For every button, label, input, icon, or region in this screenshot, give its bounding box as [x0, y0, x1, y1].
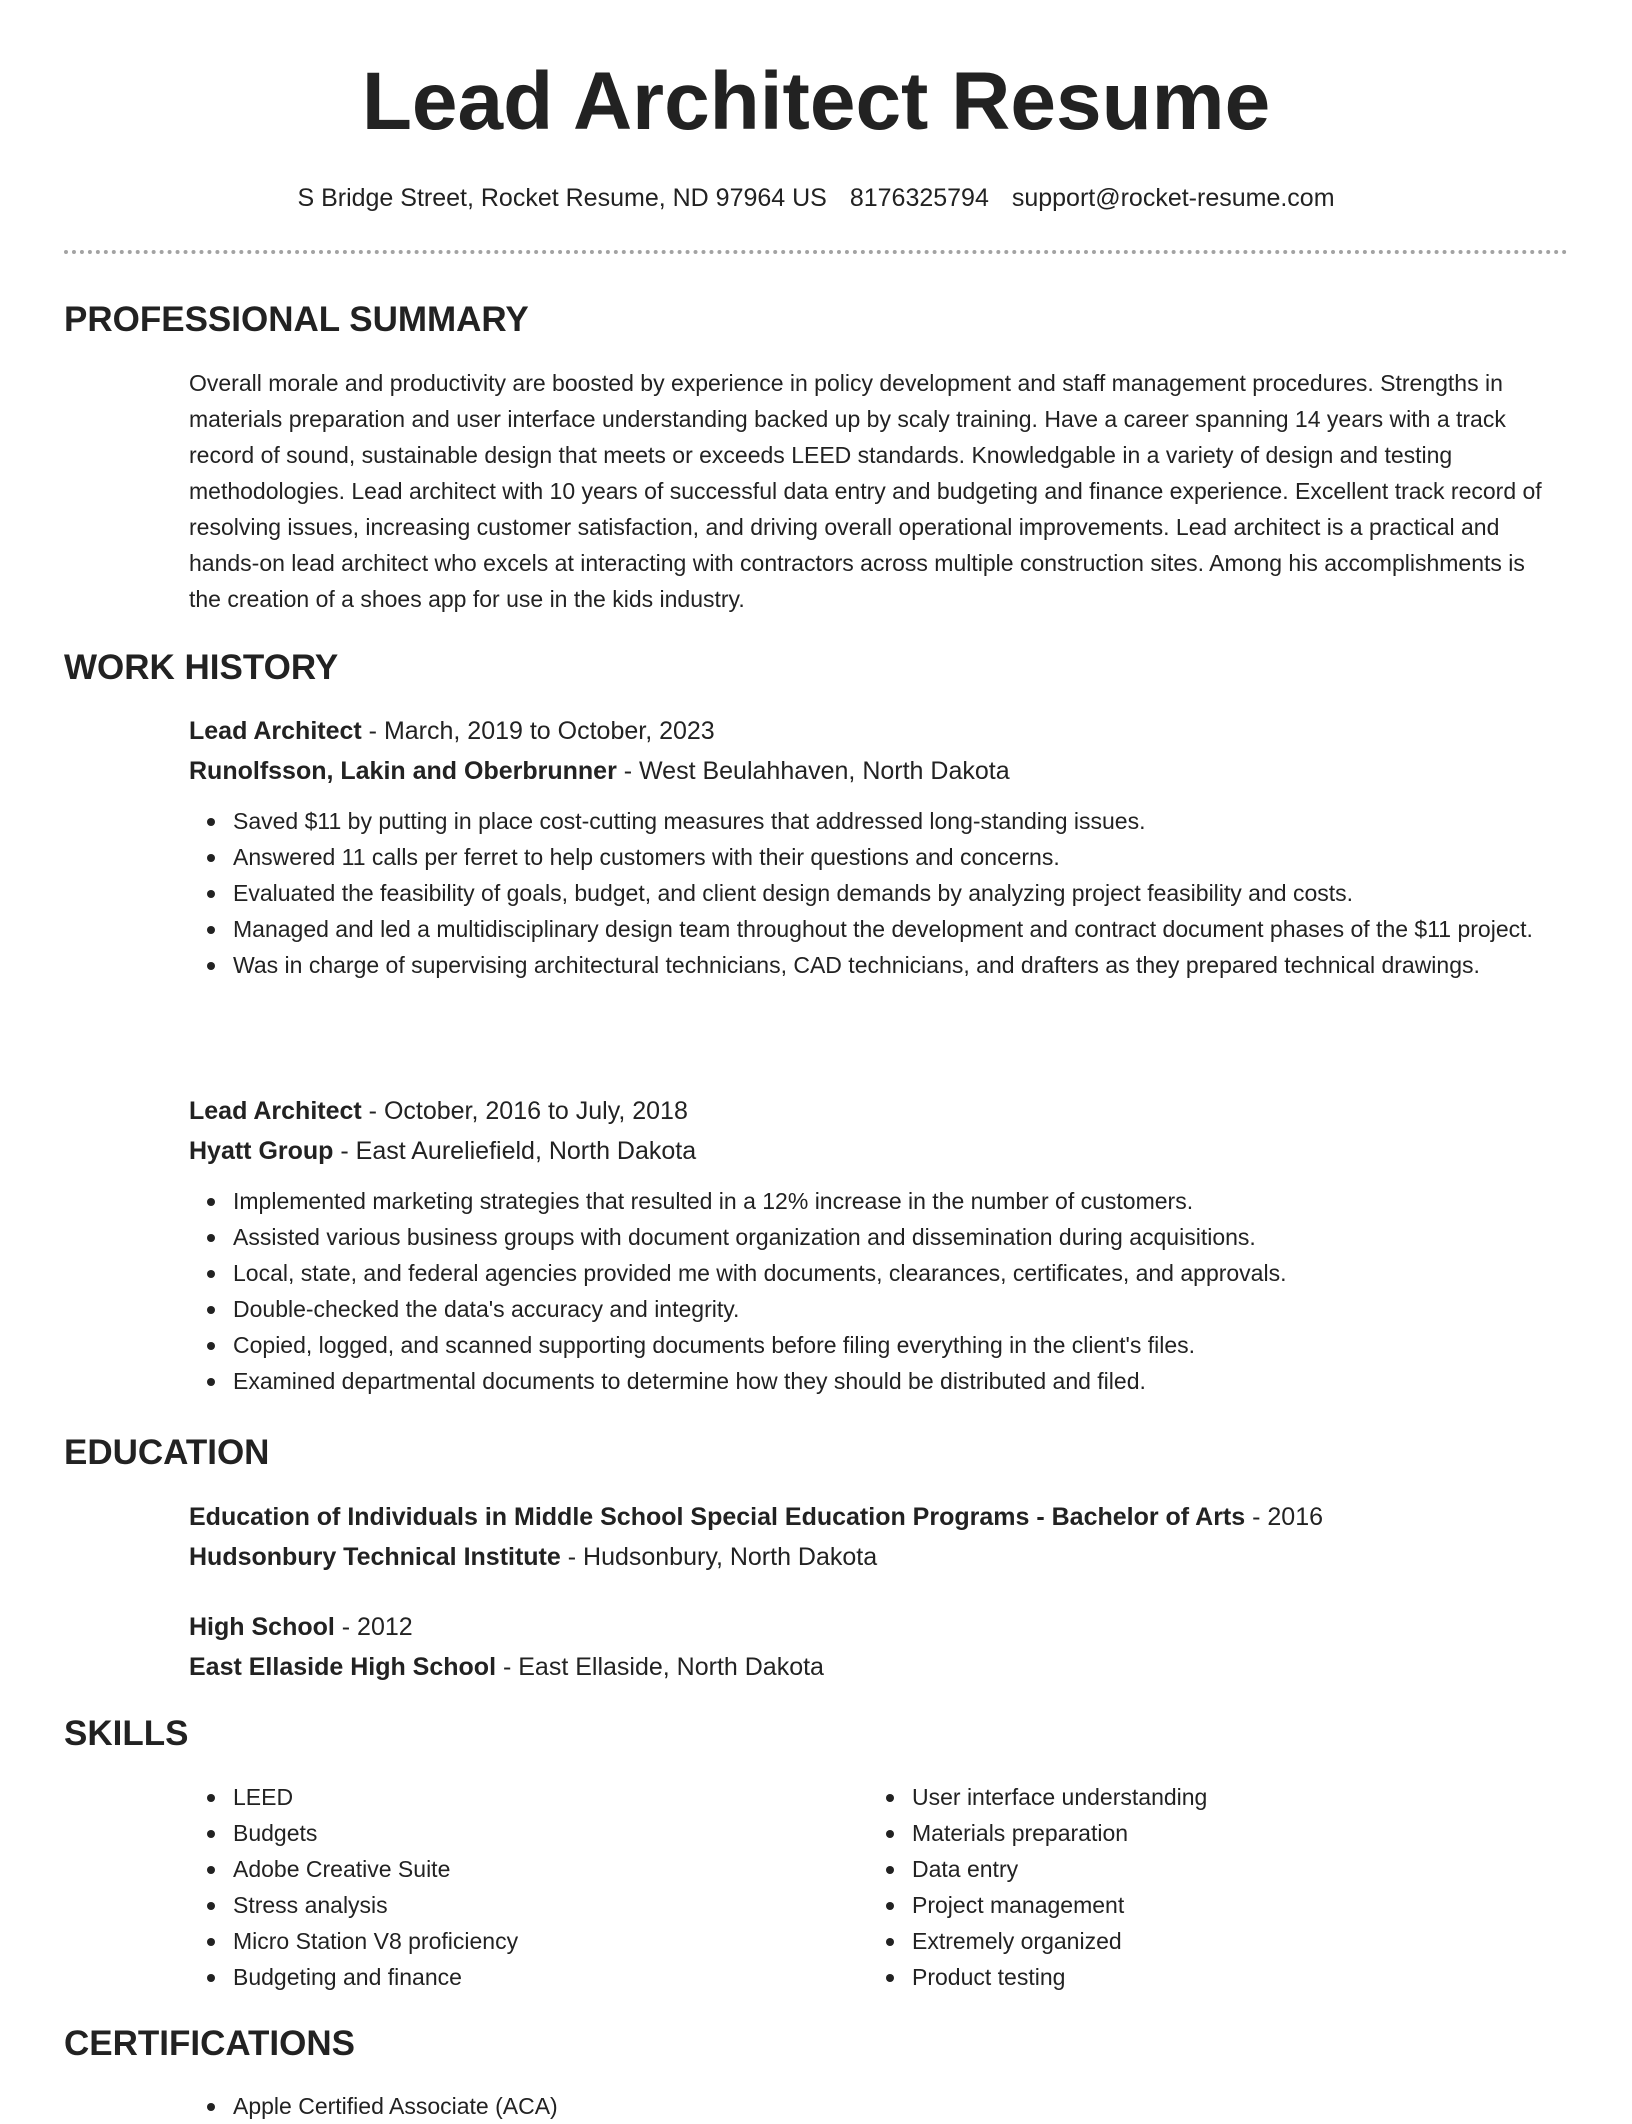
skill-item: Data entry	[912, 1851, 1488, 1887]
skill-item: Adobe Creative Suite	[233, 1851, 809, 1887]
job-bullet: Double-checked the data's accuracy and integrity.	[233, 1291, 1569, 1327]
job-title: Lead Architect	[189, 717, 362, 745]
job-bullet: Answered 11 calls per ferret to help customers with their questions and concerns.	[233, 839, 1569, 875]
skills-heading: SKILLS	[64, 1714, 189, 1753]
skill-item: LEED	[233, 1779, 809, 1815]
certifications-list	[189, 2088, 1569, 2124]
skills-column-left	[189, 1779, 809, 1995]
header-divider	[64, 250, 1568, 254]
skill-item: Stress analysis	[233, 1887, 809, 1923]
skill-item: User interface understanding	[912, 1779, 1488, 1815]
job-title-line	[189, 1091, 1569, 1131]
job-company: Runolfsson, Lakin and Oberbrunner	[189, 757, 617, 785]
skills-list	[189, 1779, 809, 1995]
skills-column-right	[868, 1779, 1488, 1995]
address-text: S Bridge Street, Rocket Resume, ND 97964 US	[297, 184, 827, 212]
summary-section	[189, 365, 1554, 617]
job-bullets	[189, 803, 1569, 983]
job-company: Hyatt Group	[189, 1137, 334, 1165]
job-location: - West Beulahhaven, North Dakota	[616, 757, 1010, 785]
school-line	[189, 1647, 1569, 1687]
resume-title: Lead Architect Resume	[361, 56, 1271, 147]
job-location: - East Aureliefield, North Dakota	[333, 1137, 697, 1165]
school-line	[189, 1537, 1569, 1577]
skill-item: Budgets	[233, 1815, 809, 1851]
job-dates: - March, 2019 to October, 2023	[361, 717, 715, 745]
job-bullet: Copied, logged, and scanned supporting documents before filing everything in the client's files.	[233, 1327, 1569, 1363]
job-bullet: Saved $11 by putting in place cost-cutting measures that addressed long-standing issues.	[233, 803, 1569, 839]
summary-text: Overall morale and productivity are boosted by experience in policy development and staff management procedures. Strengths in materials preparation and user interface understanding backed up by scaly training. Have a career spanning 14 years with a track record of sound, sustainable design that meets or exceeds LEED standards. Knowledgable in a variety of design and testing methodologies. Lead architect with 10 years of successful data entry and budgeting and finance experience. Excellent track record of resolving issues, increasing customer satisfaction, and driving overall operational improvements. Lead architect is a practical and hands-on lead architect who excels at interacting with contractors across multiple construction sites. Among his accomplishments is the creation of a shoes app for use in the kids industry.	[189, 370, 1542, 612]
skill-item: Budgeting and finance	[233, 1959, 809, 1995]
job-title: Lead Architect	[189, 1097, 362, 1125]
job-bullet: Assisted various business groups with document organization and dissemination during acquisitions.	[233, 1219, 1569, 1255]
education-entry	[189, 1607, 1569, 1687]
job-bullet: Implemented marketing strategies that resulted in a 12% increase in the number of customers.	[233, 1183, 1569, 1219]
certifications-heading: CERTIFICATIONS	[64, 2024, 356, 2063]
job-bullet: Local, state, and federal agencies provided me with documents, clearances, certificates, and approvals.	[233, 1255, 1569, 1291]
degree-year: - 2016	[1245, 1503, 1324, 1531]
job-entry	[189, 1091, 1569, 1399]
skill-item: Materials preparation	[912, 1815, 1488, 1851]
job-bullet: Examined departmental documents to determine how they should be distributed and filed.	[233, 1363, 1569, 1399]
job-bullet: Managed and led a multidisciplinary design team throughout the development and contract document phases of the $11 project.	[233, 911, 1569, 947]
education-heading: EDUCATION	[64, 1433, 270, 1472]
degree-year: - 2012	[334, 1613, 413, 1641]
job-company-line	[189, 1131, 1569, 1171]
skill-item: Project management	[912, 1887, 1488, 1923]
skill-item: Product testing	[912, 1959, 1488, 1995]
job-bullets	[189, 1183, 1569, 1399]
job-title-line	[189, 711, 1569, 751]
skill-item: Micro Station V8 proficiency	[233, 1923, 809, 1959]
degree-name: High School	[189, 1613, 335, 1641]
certifications-section	[189, 2088, 1569, 2124]
degree-line	[189, 1607, 1569, 1647]
contact-line	[0, 180, 1632, 216]
degree-line	[189, 1497, 1569, 1537]
degree-name: Education of Individuals in Middle School Special Education Programs - Bachelor of Arts	[189, 1503, 1246, 1531]
certification-item: Apple Certified Associate (ACA)	[233, 2088, 1569, 2124]
job-bullet: Was in charge of supervising architectural technicians, CAD technicians, and drafters as they prepared technical drawings.	[233, 947, 1569, 983]
job-bullet: Evaluated the feasibility of goals, budget, and client design demands by analyzing project feasibility and costs.	[233, 875, 1569, 911]
education-entry	[189, 1497, 1569, 1577]
job-company-line	[189, 751, 1569, 791]
school-name: Hudsonbury Technical Institute	[189, 1543, 561, 1571]
email-text: support@rocket-resume.com	[1011, 184, 1335, 212]
phone-text: 8176325794	[849, 184, 989, 212]
school-name: East Ellaside High School	[189, 1653, 497, 1681]
job-entry	[189, 711, 1569, 983]
work-history-heading: WORK HISTORY	[64, 648, 339, 687]
skill-item: Extremely organized	[912, 1923, 1488, 1959]
school-location: - Hudsonbury, North Dakota	[560, 1543, 878, 1571]
skills-list	[868, 1779, 1488, 1995]
job-dates: - October, 2016 to July, 2018	[361, 1097, 688, 1125]
school-location: - East Ellaside, North Dakota	[496, 1653, 824, 1681]
summary-heading: PROFESSIONAL SUMMARY	[64, 300, 529, 339]
